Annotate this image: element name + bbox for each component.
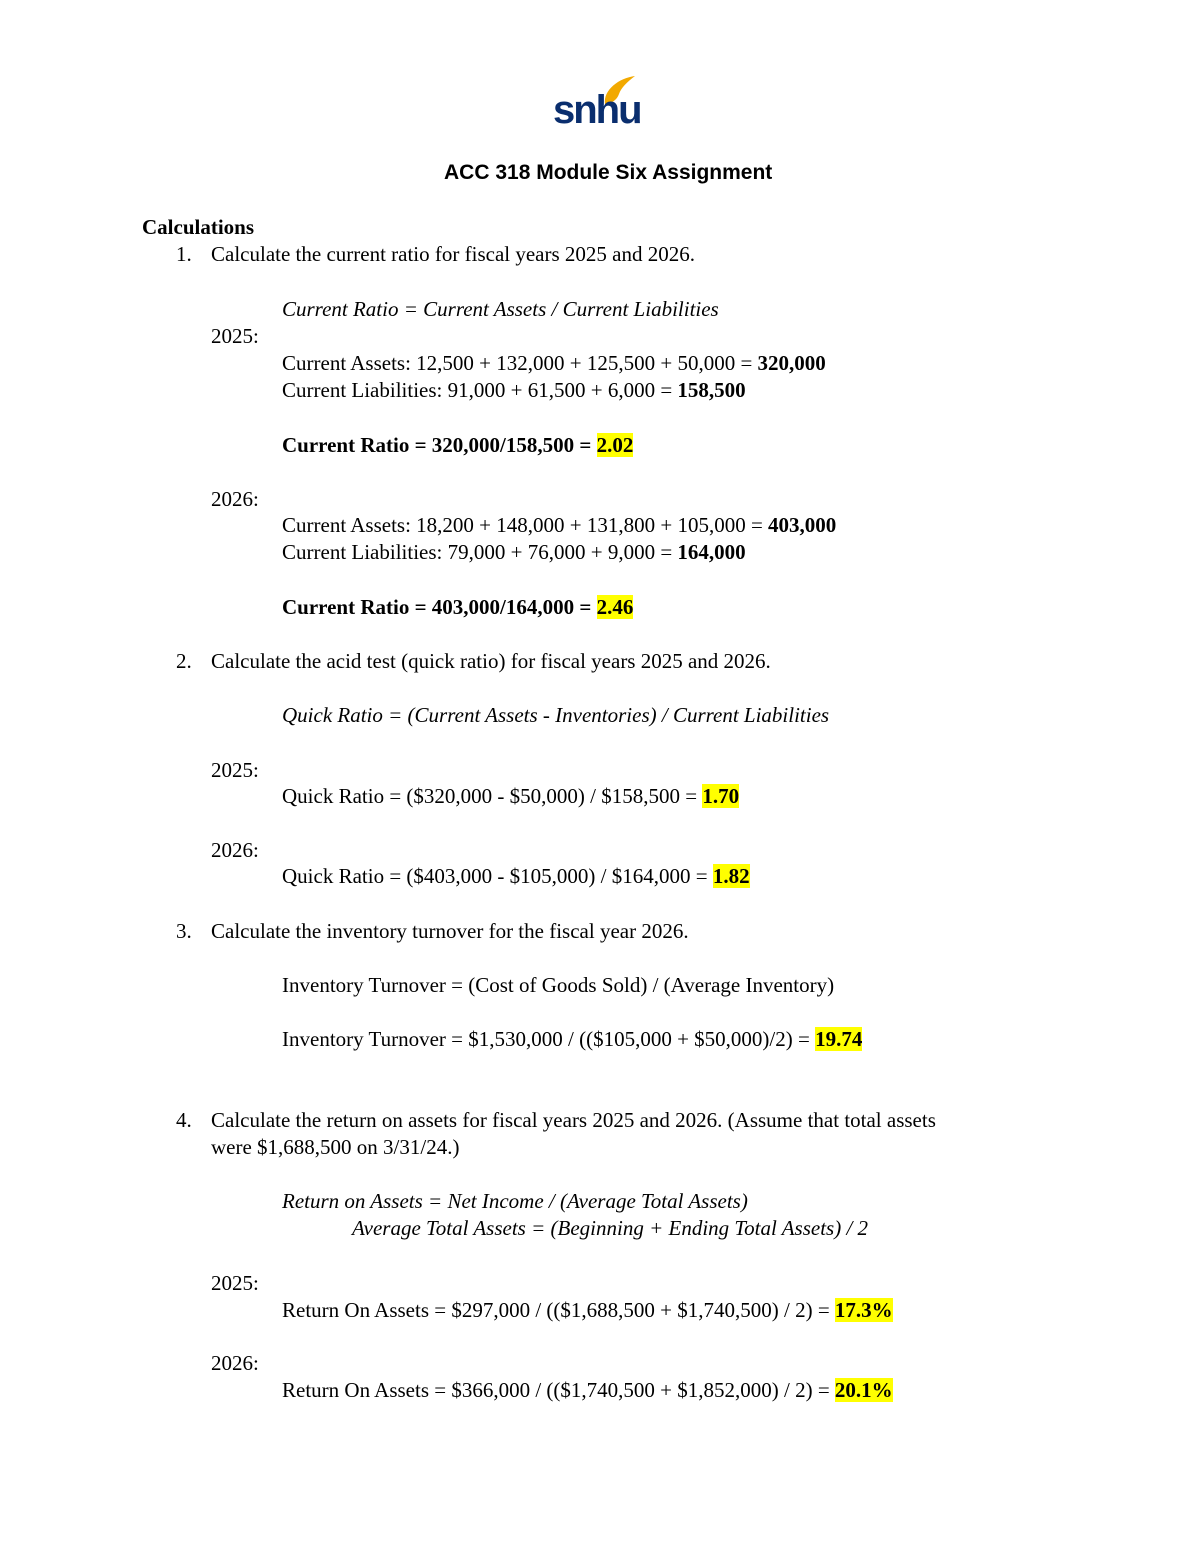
current-ratio-2025-calc: Current Ratio = 320,000/158,500 = <box>282 433 597 457</box>
roa-year-label-2026: 2026: <box>211 1351 259 1375</box>
roa-2025-value: 17.3% <box>834 1298 893 1322</box>
current-ratio-2026-value: 2.46 <box>596 595 634 619</box>
current-liabilities-2026-total: 164,000 <box>677 540 746 564</box>
question-1-number: 1. <box>176 242 192 266</box>
quick-ratio-2026-calc: Quick Ratio = ($403,000 - $105,000) / $164,000 = <box>282 864 713 888</box>
roa-2026-calc: Return On Assets = $366,000 / (($1,740,500 + $1,852,000) / 2) = <box>282 1378 835 1402</box>
question-1-text: Calculate the current ratio for fiscal years 2025 and 2026. <box>211 242 695 266</box>
roa-2026-value: 20.1% <box>834 1378 893 1402</box>
roa-year-label-2025: 2025: <box>211 1271 259 1295</box>
year-label-2026: 2026: <box>211 487 259 511</box>
current-liabilities-2026-calc: Current Liabilities: 79,000 + 76,000 + 9,000 = <box>282 540 678 564</box>
quick-ratio-formula: Quick Ratio = (Current Assets - Inventories) / Current Liabilities <box>282 703 830 727</box>
current-liabilities-2025 <box>282 377 746 403</box>
question-2-text: Calculate the acid test (quick ratio) for fiscal years 2025 and 2026. <box>211 649 771 673</box>
current-liabilities-2026 <box>282 539 746 565</box>
current-ratio-2026 <box>282 594 633 620</box>
current-assets-2025-calc: Current Assets: 12,500 + 132,000 + 125,500 + 50,000 = <box>282 351 758 375</box>
question-4-text-line2: were $1,688,500 on 3/31/24.) <box>211 1135 460 1159</box>
current-assets-2026-calc: Current Assets: 18,200 + 148,000 + 131,800 + 105,000 = <box>282 513 769 537</box>
roa-2025 <box>282 1297 893 1323</box>
current-ratio-2026-calc: Current Ratio = 403,000/164,000 = <box>282 595 597 619</box>
quick-ratio-2025-calc: Quick Ratio = ($320,000 - $50,000) / $158,500 = <box>282 784 703 808</box>
current-assets-2026-total: 403,000 <box>768 513 837 537</box>
current-assets-2025 <box>282 350 826 376</box>
question-2-number: 2. <box>176 649 192 673</box>
roa-2026 <box>282 1377 893 1403</box>
inventory-turnover-formula: Inventory Turnover = (Cost of Goods Sold) / (Average Inventory) <box>282 973 835 997</box>
current-ratio-formula: Current Ratio = Current Assets / Current Liabilities <box>282 297 719 321</box>
roa-formula: Return on Assets = Net Income / (Average Total Assets) <box>282 1189 748 1213</box>
quick-ratio-2026-value: 1.82 <box>712 864 750 888</box>
question-4-number: 4. <box>176 1108 192 1132</box>
question-3-number: 3. <box>176 919 192 943</box>
quick-ratio-2025-value: 1.70 <box>702 784 740 808</box>
roa-2025-calc: Return On Assets = $297,000 / (($1,688,500 + $1,740,500) / 2) = <box>282 1298 835 1322</box>
inventory-turnover-calc <box>282 1026 862 1052</box>
question-4-text-line1: Calculate the return on assets for fiscal years 2025 and 2026. (Assume that total assets <box>211 1108 936 1132</box>
inventory-turnover-calc-text: Inventory Turnover = $1,530,000 / (($105,000 + $50,000)/2) = <box>282 1027 816 1051</box>
question-3-text: Calculate the inventory turnover for the fiscal year 2026. <box>211 919 689 943</box>
current-ratio-2025 <box>282 432 633 458</box>
logo-text: snhu <box>553 88 641 132</box>
current-ratio-2025-value: 2.02 <box>596 433 634 457</box>
average-total-assets-formula: Average Total Assets = (Beginning + Ending Total Assets) / 2 <box>352 1216 869 1240</box>
year-label-2025: 2025: <box>211 324 259 348</box>
page-title: ACC 318 Module Six Assignment <box>444 161 773 184</box>
quick-ratio-2026 <box>282 863 750 889</box>
quick-ratio-2025 <box>282 783 739 809</box>
current-liabilities-2025-calc: Current Liabilities: 91,000 + 61,500 + 6,000 = <box>282 378 678 402</box>
current-liabilities-2025-total: 158,500 <box>677 378 746 402</box>
quick-year-label-2026: 2026: <box>211 838 259 862</box>
quick-year-label-2025: 2025: <box>211 758 259 782</box>
section-heading: Calculations <box>142 215 255 239</box>
snhu-logo <box>553 74 643 134</box>
current-assets-2026 <box>282 512 836 538</box>
inventory-turnover-value: 19.74 <box>815 1027 863 1051</box>
current-assets-2025-total: 320,000 <box>757 351 826 375</box>
